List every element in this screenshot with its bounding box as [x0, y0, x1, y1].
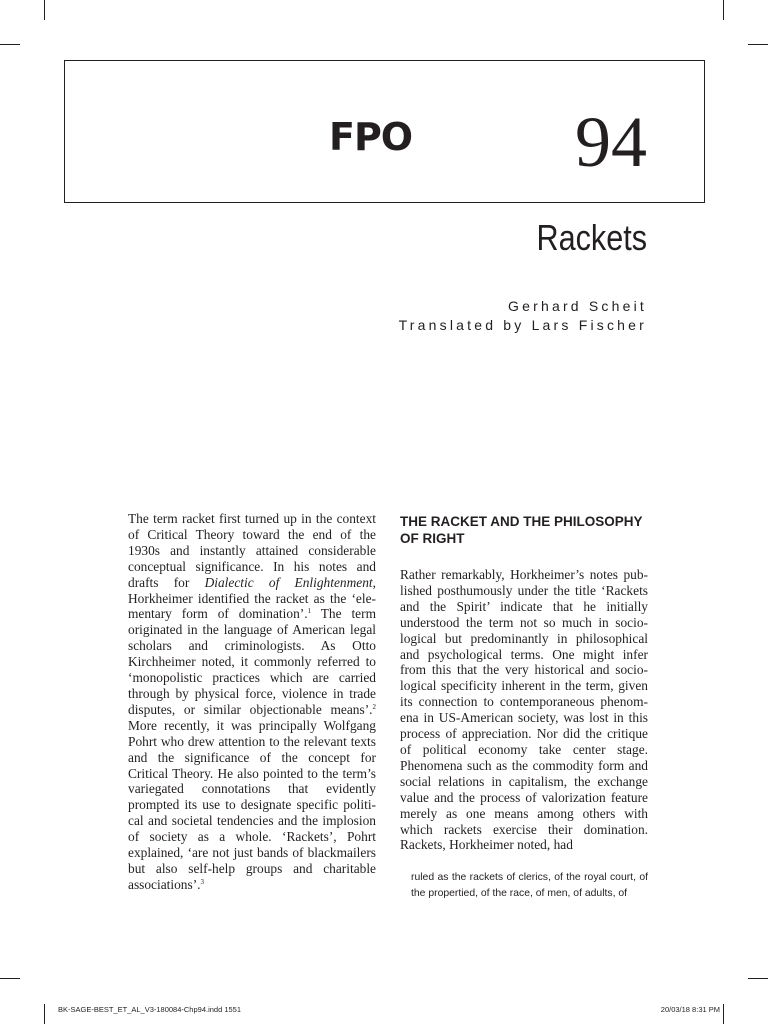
- crop-mark: [723, 0, 724, 20]
- paragraph-text: The term originated in the language of American legal scholars and criminologists. As Otto Kirchheimer noted, it commonly referred to ‘monopolistic practices which are carried through by physical force, violence in trade disputes, or similar objectionable means’.: [128, 606, 377, 717]
- book-title: Dialectic of Enlightenment: [204, 574, 373, 590]
- chapter-number: 94: [575, 102, 647, 182]
- slug-timestamp: 20/03/18 8:31 PM: [660, 1005, 720, 1014]
- footnote-ref: 1: [307, 607, 312, 616]
- crop-mark: [44, 0, 45, 20]
- block-quote: ruled as the rackets of clerics, of the royal court, of the propertied, of the race, of men, of adults, of: [411, 872, 648, 899]
- paragraph-text: The term racket first turned up in the context of Critical Theory toward the end of the 1930s and instantly attained considerable conceptual significance. In his notes and drafts for: [128, 511, 376, 590]
- right-column-text: Rather remarkably, Horkheimer’s notes pub-lished posthumously under the title ‘Rackets and the Spirit’ indicate that he initially understood the term not so much in socio-logical but predominantly in philosophical and psychological terms. One might infer from this that the very historical and socio-logical specificity inherent in the term, given its connection to contemporaneous phenom-ena in US-American society, was lost in this process of appreciation. Nor did the critique of political economy take center stage. Phenomena such as the commodity form and social relations in capitalism, the exchange value and the process of valorization feature merely as one means among others with which rackets exercise their domination. Rackets, Horkheimer noted, had: [400, 567, 648, 853]
- chapter-title: Rackets: [536, 217, 647, 258]
- fpo-label: FPO: [329, 115, 413, 159]
- left-column-text: [128, 511, 376, 893]
- paragraph-text: , Horkheimer identified the racket as the ‘ele-mentary form of domination’.: [128, 574, 376, 622]
- crop-mark: [0, 978, 20, 979]
- crop-mark: [0, 44, 20, 45]
- footnote-ref: 2: [372, 702, 376, 711]
- crop-mark: [44, 1004, 45, 1024]
- slug-filename: BK-SAGE-BEST_ET_AL_V3-180084-Chp94.indd 1551: [58, 1005, 242, 1014]
- author-byline: Gerhard Scheit: [508, 298, 647, 314]
- footnote-ref: 3: [200, 877, 205, 886]
- crop-mark: [748, 44, 768, 45]
- crop-mark: [748, 978, 768, 979]
- translator-byline: Translated by Lars Fischer: [398, 317, 647, 333]
- section-heading: THE RACKET AND THE PHILOSOPHY OF RIGHT: [400, 514, 643, 546]
- crop-mark: [723, 1004, 724, 1024]
- paragraph-text: More recently, it was principally Wolfgang Pohrt who drew attention to the relevant texts and the significance of the concept for Critical Theory. He also pointed to the term’s variegated connotations that evidently prompted its use to designate specific politi-cal and societal tendencies and the implosion of society as a whole. ‘Rackets’, Pohrt explained, ‘are not just bands of blackmailers but also self-help groups and charitable associations’.: [128, 717, 376, 892]
